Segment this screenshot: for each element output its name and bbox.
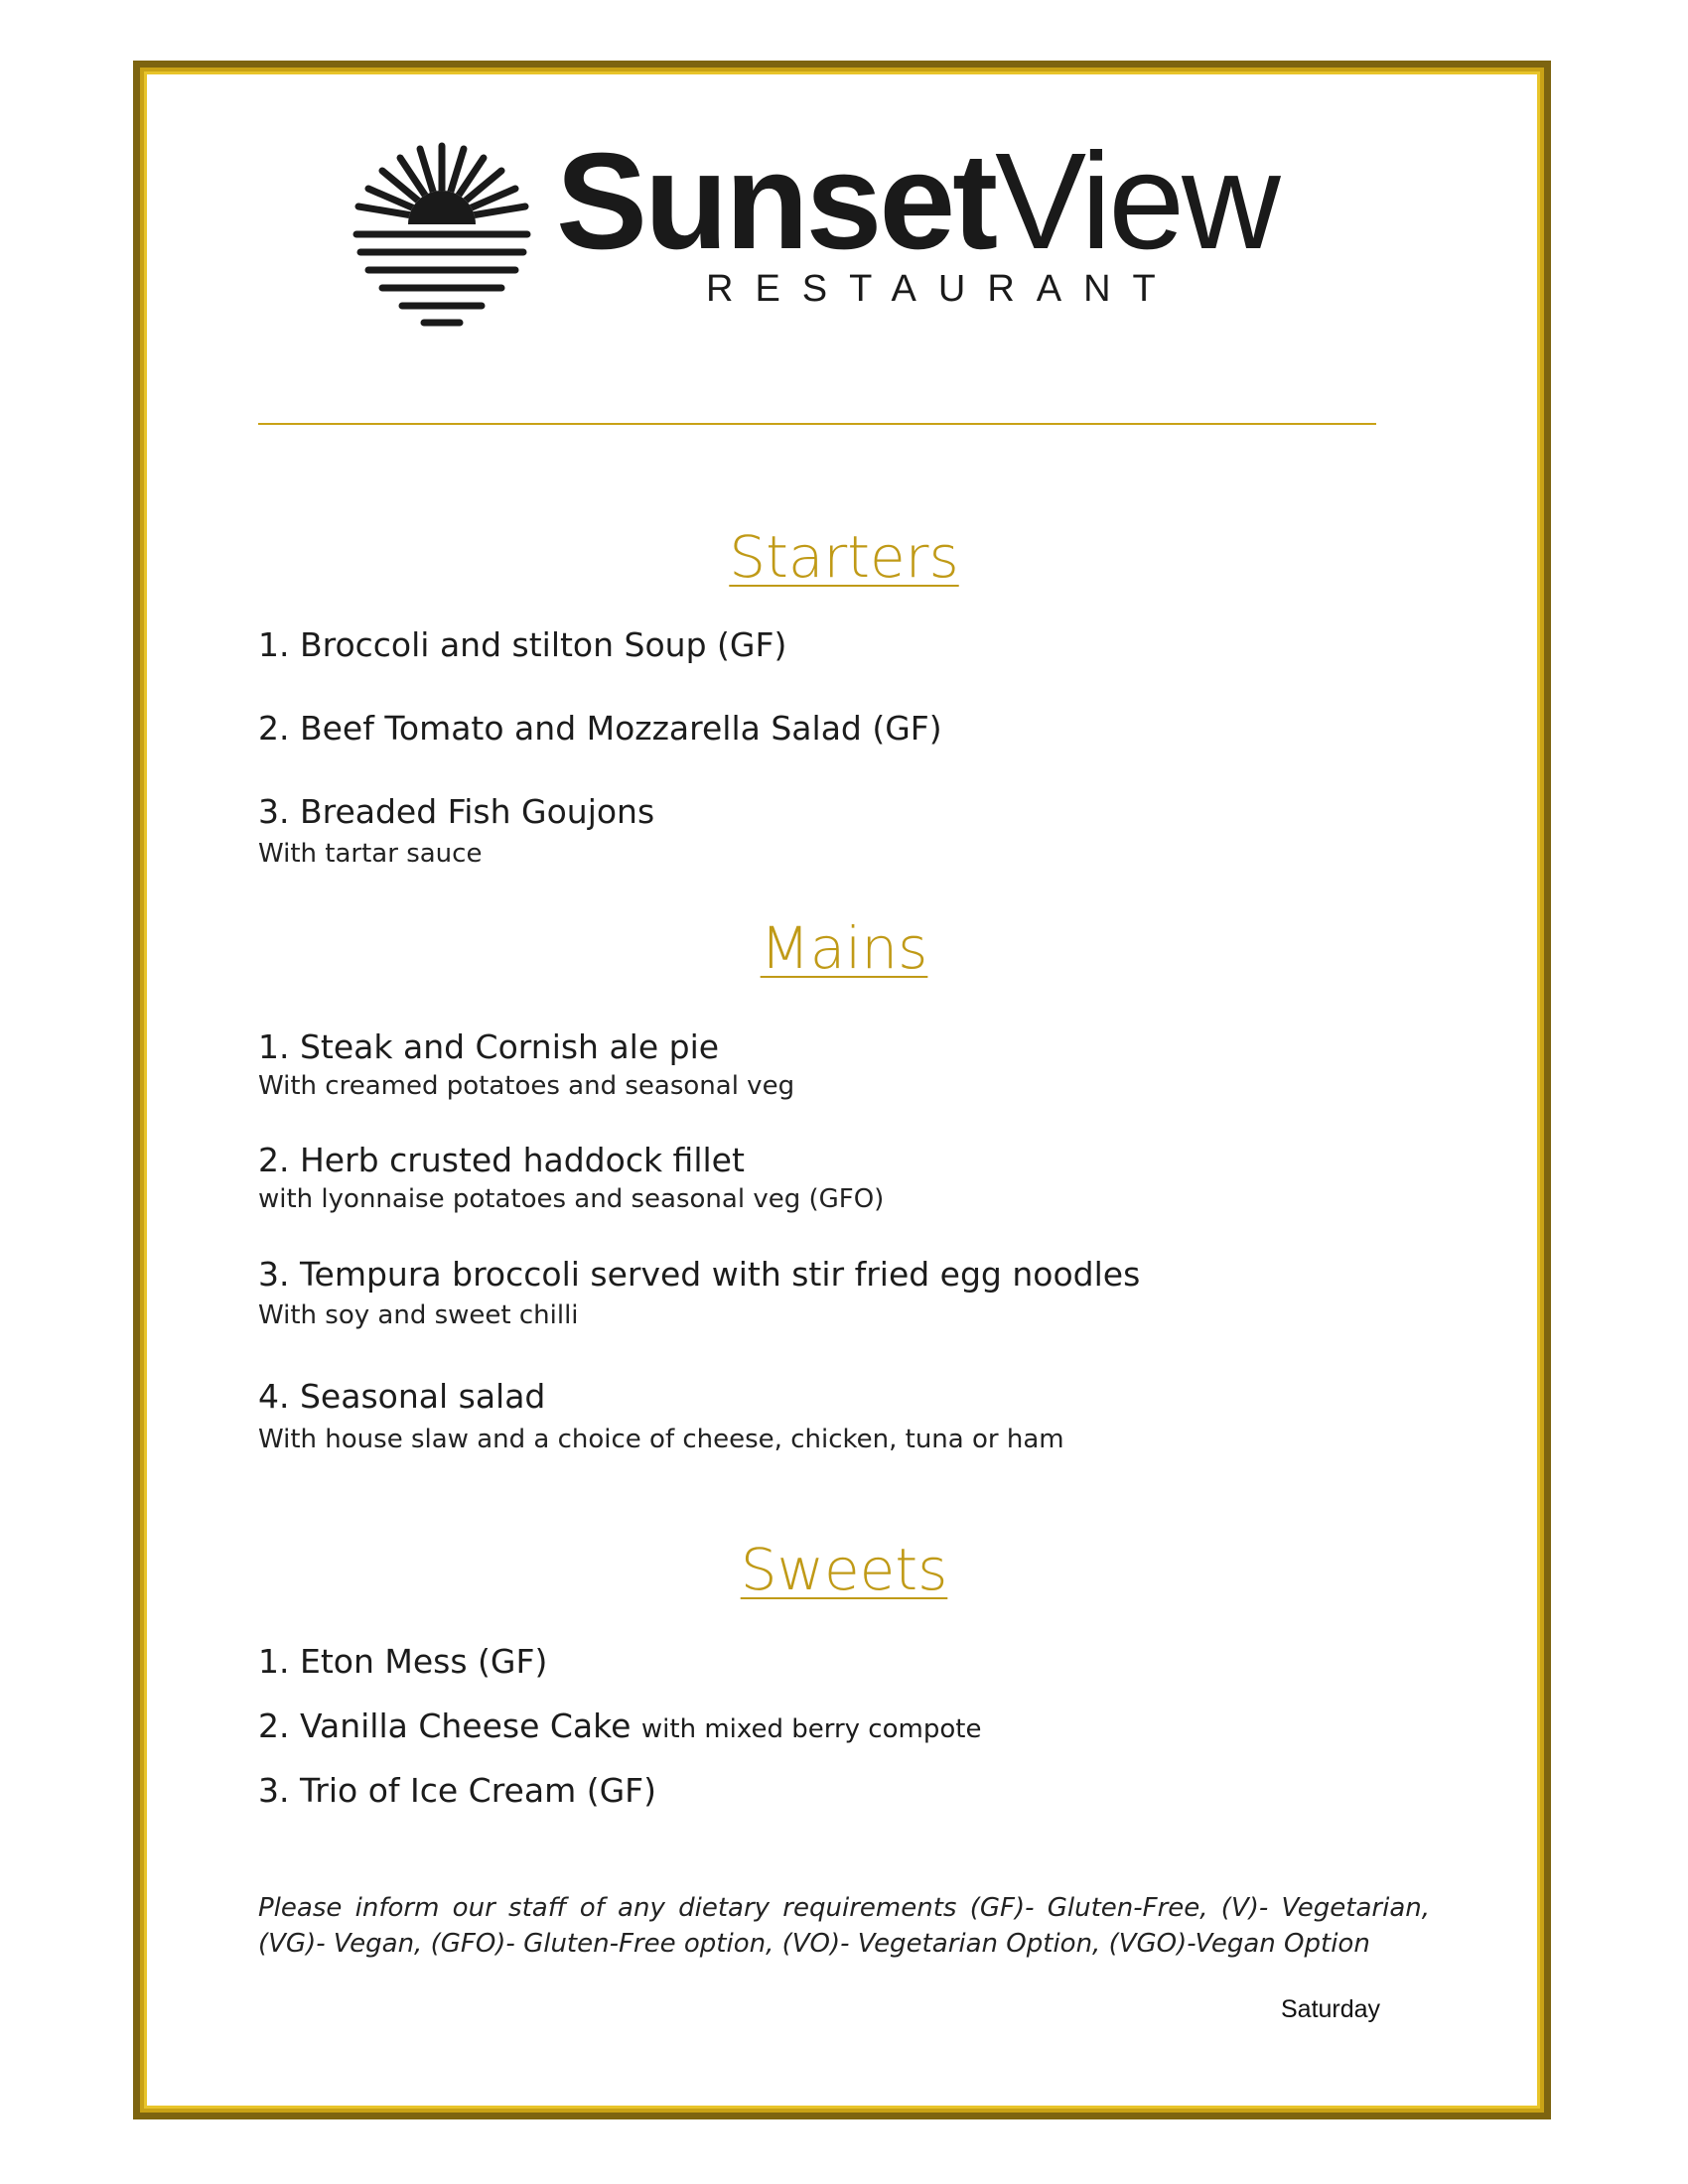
menu-item-description: With tartar sauce xyxy=(258,839,483,869)
menu-item: 1. Steak and Cornish ale pie xyxy=(258,1027,720,1066)
menu-item: 2. Herb crusted haddock fillet xyxy=(258,1141,745,1179)
menu-item: 3. Breaded Fish Goujons xyxy=(258,792,655,831)
menu-item: 3. Trio of Ice Cream (GF) xyxy=(258,1771,657,1810)
menu-item-description: with lyonnaise potatoes and seasonal veg (GFO) xyxy=(258,1184,885,1214)
menu-item xyxy=(258,1708,981,1744)
restaurant-logo xyxy=(352,125,1306,330)
menu-item-description: With house slaw and a choice of cheese, chicken, tuna or ham xyxy=(258,1425,1064,1454)
header-divider xyxy=(258,423,1376,425)
brand-name-light: View xyxy=(995,125,1278,278)
menu-item-name: 2. Vanilla Cheese Cake xyxy=(258,1706,632,1745)
menu-item: 1. Broccoli and stilton Soup (GF) xyxy=(258,625,787,664)
menu-item: 3. Tempura broccoli served with stir fried egg noodles xyxy=(258,1255,1141,1294)
section-title-sweets: Sweets xyxy=(740,1536,948,1603)
brand-name xyxy=(556,125,1278,278)
menu-item: 4. Seasonal salad xyxy=(258,1377,546,1416)
brand-name-bold: Sunset xyxy=(556,125,996,278)
menu-item: 1. Eton Mess (GF) xyxy=(258,1642,548,1681)
brand-subtitle: RESTAURANT xyxy=(706,268,1178,310)
menu-item-description: with mixed berry compote xyxy=(640,1714,982,1744)
menu-item-description: With creamed potatoes and seasonal veg xyxy=(258,1071,795,1101)
dietary-note: Please inform our staff of any dietary requirements (GF)- Gluten-Free, (V)- Vegetarian, (VG)- Vegan, (GFO)- Gluten-Free option, (VO)- Vegetarian Option, (VGO)-Vegan Option xyxy=(258,1893,1430,1959)
menu-day: Saturday xyxy=(1281,1995,1381,2023)
sunset-icon xyxy=(352,141,531,330)
section-title-mains: Mains xyxy=(760,914,928,982)
section-title-starters: Starters xyxy=(729,523,959,591)
menu-item: 2. Beef Tomato and Mozzarella Salad (GF) xyxy=(258,709,942,748)
menu-item-description: With soy and sweet chilli xyxy=(258,1300,579,1330)
